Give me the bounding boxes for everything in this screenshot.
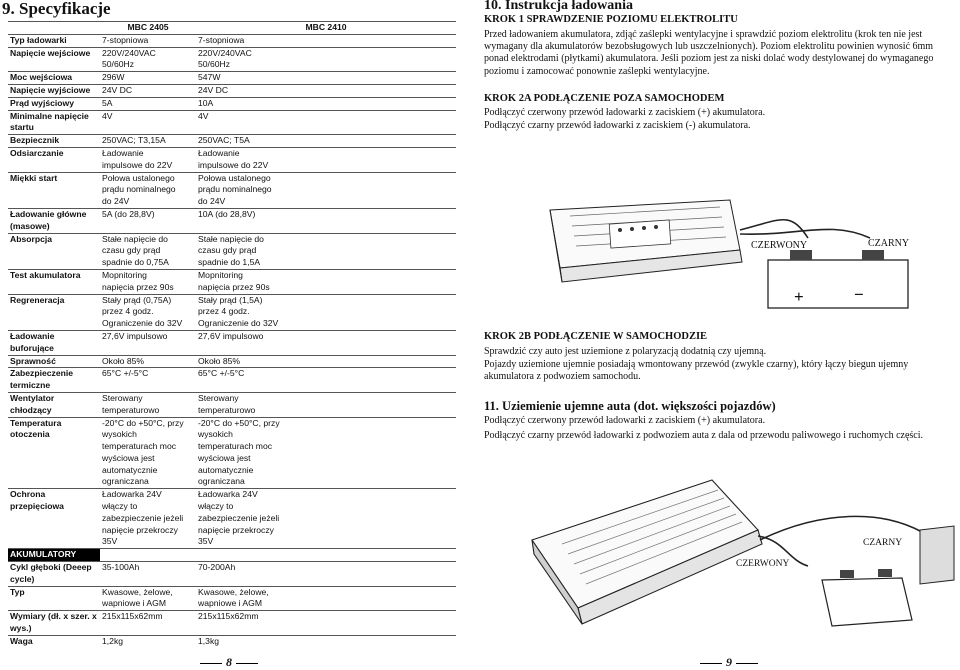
page-number-9: 9 [726,655,732,669]
mbc2410-value: 220V/240VAC 50/60Hz [196,47,456,72]
table-row [8,97,456,110]
table-row [8,208,456,233]
table-row [8,294,456,330]
step1-title: KROK 1 SPRAWDZENIE POZIOMU ELEKTROLITU [484,14,738,25]
mbc2405-value: 250VAC; T3,15A [100,135,196,148]
step2b-line2: Pojazdy uziemione ujemnie posiadają wmontowany przewód (zwykle czarny), który łączy biegun ujemny akumulatora z podwoziem samochodu. [484,359,909,383]
mbc2410-value: -20°C do +50°C, przy wysokich temperaturach moc wyściowa jest automatycznie ograniczana [196,417,456,489]
row-label: Typ ładowarki [8,34,100,47]
mbc2405-value: 4V [100,110,196,135]
table-row [8,147,456,172]
mbc2405-value: 5A (do 28,8V) [100,208,196,233]
table-row [8,72,456,85]
table-row [8,635,456,647]
table-row [8,368,456,393]
page-number-8: 8 [226,655,232,669]
row-label: Test akumulatora [8,269,100,294]
mbc2410-value: 547W [196,72,456,85]
mbc2410-value: Kwasowe, żelowe, wapniowe i AGM [196,586,456,611]
row-label: Ładowanie buforujące [8,330,100,355]
row-label: Moc wejściowa [8,72,100,85]
mbc2410-value: Sterowany temperaturowo [196,392,456,417]
step1-text: Przed ładowaniem akumulatora, zdjąć zaślepki wentylacyjne i sprawdzić poziom elektrolitu (krok ten nie jest wymagany dla akumulatorów bezobsługowych lub uszczelnionych). Poziom elektrolitu powinien wynosić 6mm ponad elektrodami (płytkami) akumulatora. Jeśli poziom jest za niski dolać wody destylowanej do wymaganego poziomu i zamocować ponownie zaślepki wentylacyjne. [484,29,934,77]
vehicle-connection-diagram [522,470,958,640]
mbc2405-value: 296W [100,72,196,85]
mbc2410-value: 10A [196,97,456,110]
mbc2405-value: Mopnitoring napięcia przez 90s [100,269,196,294]
table-row [8,562,456,587]
mbc2410-value: 10A (do 28,8V) [196,208,456,233]
row-label: Napięcie wyjściowe [8,84,100,97]
row-label: Sprawność [8,355,100,368]
spec-table [8,21,456,648]
battery-icon [768,250,908,308]
minus-sign: − [854,285,864,304]
row-label: Temperatura otoczenia [8,417,100,489]
table-row [8,392,456,417]
mbc2410-value: Ładowarka 24V włączy to zabezpieczenie jeżeli napięcie przekroczy 35V [196,489,456,549]
step11-line2: Podłączyć czarny przewód ładowarki z podwoziem auta z dala od przewodu paliwowego i ruchomych części. [484,430,923,441]
mbc2410-value: Ładowanie impulsowe do 22V [196,147,456,172]
table-row [8,355,456,368]
vehicle-chassis-icon [920,526,954,584]
table-row [8,611,456,636]
mbc2405-value: Około 85% [100,355,196,368]
step11-title: 11. Uziemienie ujemne auta (dot. większości pojazdów) [484,399,776,413]
section-heading: 9. Specyfikacje [2,0,111,18]
mbc2405-value: 7-stopniowa [100,34,196,47]
mbc2405-value: 1,2kg [100,635,196,647]
left-page [0,0,470,668]
mbc2405-value: 215x115x62mm [100,611,196,636]
mbc2405-value: -20°C do +50°C, przy wysokich temperaturach moc wyściowa jest automatycznie ograniczana [100,417,196,489]
mbc2405-value: Kwasowe, żelowe, wapniowe i AGM [100,586,196,611]
table-row [8,330,456,355]
fig2-black-label: CZARNY [863,538,903,548]
table-row [8,586,456,611]
table-row [8,84,456,97]
mbc2405-value: Ładowanie impulsowe do 22V [100,147,196,172]
row-label: Ładowanie główne (masowe) [8,208,100,233]
mbc2405-value: Stałe napięcie do czasu gdy prąd spadnie do 0,75A [100,233,196,269]
mbc2405-value: 220V/240VAC 50/60Hz [100,47,196,72]
mbc2410-value: 4V [196,110,456,135]
mbc2405-value: 65°C +/-5°C [100,368,196,393]
mbc2410-value: 70-200Ah [196,562,456,587]
row-label: Prąd wyjściowy [8,97,100,110]
right-page [482,0,960,668]
mbc2410-value: Połowa ustalonego prądu nominalnego do 24V [196,172,456,208]
table-row [8,172,456,208]
mbc2410-value: 7-stopniowa [196,34,456,47]
row-label: Miękki start [8,172,100,208]
table-row [8,549,456,562]
step2b-line1: Sprawdzić czy auto jest uziemione z polaryzacją dodatnią czy ujemną. [484,346,767,357]
table-row [8,417,456,489]
mbc2410-value [196,549,456,562]
mbc2405-value: 35-100Ah [100,562,196,587]
row-label: Absorpcja [8,233,100,269]
table-header-cell: MBC 2405 [100,22,196,35]
row-label: Napięcie wejściowe [8,47,100,72]
table-header-row [8,22,456,35]
mbc2410-value: 27,6V impulsowo [196,330,456,355]
mbc2410-value: Stały prąd (1,5A) przez 4 godz. Ograniczenie do 32V [196,294,456,330]
row-label: Minimalne napięcie startu [8,110,100,135]
table-row [8,34,456,47]
mbc2410-value: 1,3kg [196,635,456,647]
mbc2410-value: 250VAC; T5A [196,135,456,148]
step2a-title: KROK 2A PODŁĄCZENIE POZA SAMOCHODEM [484,93,725,104]
row-label: Cykl głęboki (Deeep cycle) [8,562,100,587]
mbc2405-value [100,549,196,562]
row-label: Bezpiecznik [8,135,100,148]
row-label: Wymiary (dł. x szer. x wys.) [8,611,100,636]
fig2-red-label: CZERWONY [736,559,790,569]
table-row [8,110,456,135]
charger-icon [532,480,762,624]
table-row [8,47,456,72]
battery-icon [822,569,912,626]
mbc2405-value: Ładowarka 24V włączy to zabezpieczenie jeżeli napięcie przekroczy 35V [100,489,196,549]
table-header-cell [8,22,100,35]
table-header-cell: MBC 2410 [196,22,456,35]
row-label: Waga [8,635,100,647]
mbc2405-value: Połowa ustalonego prądu nominalnego do 24V [100,172,196,208]
plus-sign: + [794,287,804,306]
mbc2410-value: Około 85% [196,355,456,368]
row-label: AKUMULATORY [8,549,100,562]
step2a-line2: Podłączyć czarny przewód ładowarki z zaciskiem (-) akumulatora. [484,120,751,131]
table-row [8,135,456,148]
row-label: Regreneracja [8,294,100,330]
row-label: Typ [8,586,100,611]
mbc2410-value: 215x115x62mm [196,611,456,636]
step2a-line1: Podłączyć czerwony przewód ładowarki z zaciskiem (+) akumulatora. [484,107,766,118]
row-label: Zabezpieczenie termiczne [8,368,100,393]
fig1-red-label: CZERWONY [751,240,808,251]
table-row [8,269,456,294]
mbc2410-value: Mopnitoring napięcia przez 90s [196,269,456,294]
charger-icon [550,200,742,282]
mbc2405-value: Stały prąd (0,75A) przez 4 godz. Ograniczenie do 32V [100,294,196,330]
mbc2410-value: Stałe napięcie do czasu gdy prąd spadnie do 1,5A [196,233,456,269]
mbc2405-value: 24V DC [100,84,196,97]
mbc2410-value: 24V DC [196,84,456,97]
section-heading: 10. Instrukcja ładowania [484,0,633,13]
fig1-black-label: CZARNY [868,238,910,249]
mbc2405-value: 27,6V impulsowo [100,330,196,355]
table-row [8,489,456,549]
step2b-title: KROK 2B PODŁĄCZENIE W SAMOCHODZIE [484,331,708,342]
row-label: Ochrona przepięciowa [8,489,100,549]
mbc2410-value: 65°C +/-5°C [196,368,456,393]
mbc2405-value: 5A [100,97,196,110]
step11-line1: Podłączyć czerwony przewód ładowarki z zaciskiem (+) akumulatora. [484,415,766,426]
row-label: Odsiarczanie [8,147,100,172]
row-label: Wentylator chłodzący [8,392,100,417]
mbc2405-value: Sterowany temperaturowo [100,392,196,417]
table-row [8,233,456,269]
